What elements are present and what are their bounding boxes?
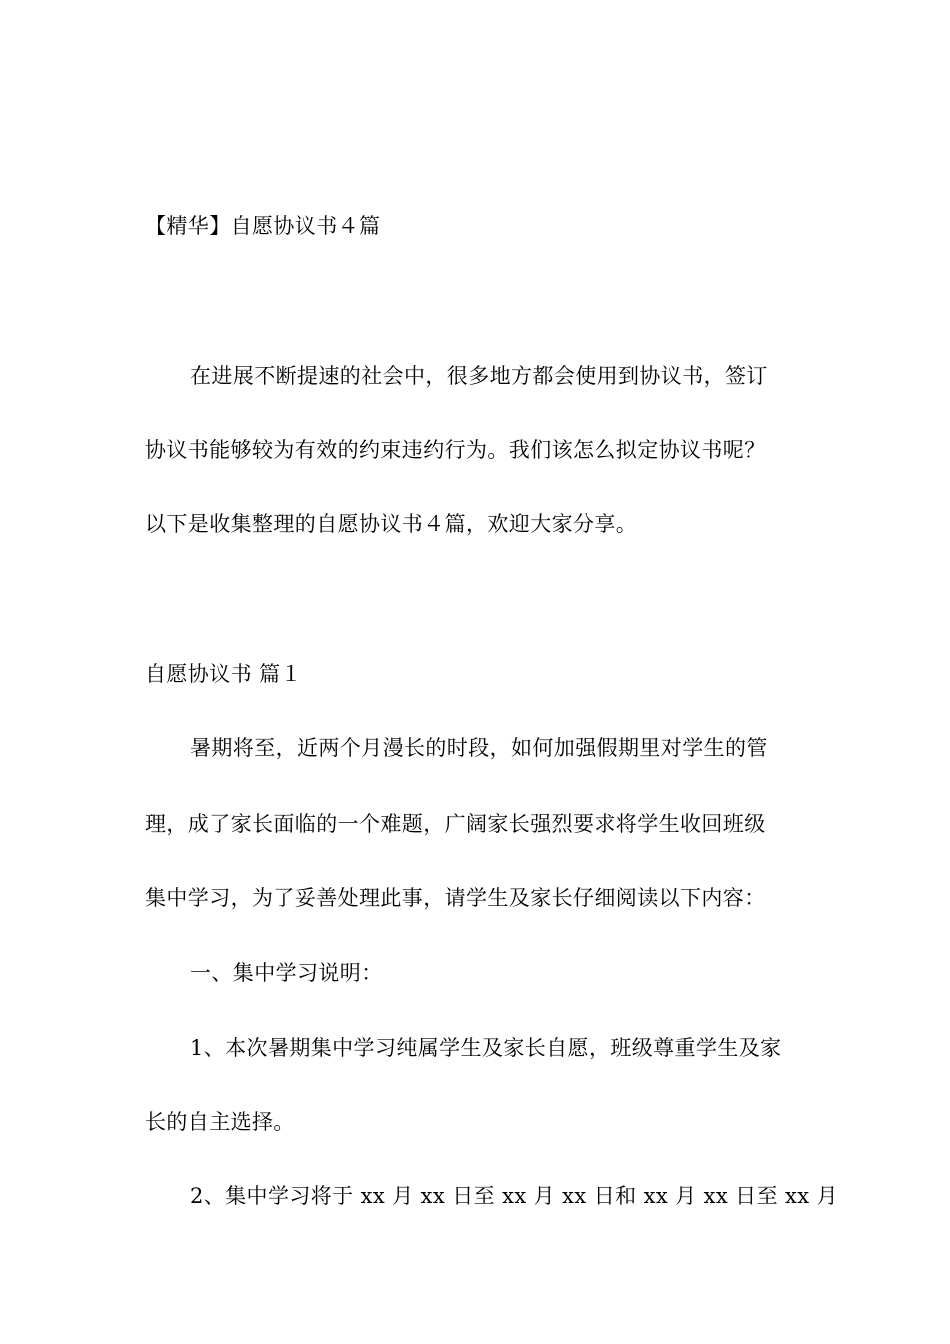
document-title: 【精华】自愿协议书４篇: [145, 214, 381, 238]
intro-line-1: 在进展不断提速的社会中，很多地方都会使用到协议书，签订: [190, 364, 768, 388]
body-line-6: 长的自主选择。: [145, 1110, 295, 1134]
body-line-3: 集中学习，为了妥善处理此事，请学生及家长仔细阅读以下内容：: [145, 886, 766, 910]
intro-line-3: 以下是收集整理的自愿协议书４篇，欢迎大家分享。: [145, 512, 638, 536]
body-line-4: 一、集中学习说明：: [190, 961, 383, 985]
body-line-1: 暑期将至，近两个月漫长的时段，如何加强假期里对学生的管: [190, 736, 768, 760]
section-heading: 自愿协议书 篇１: [145, 662, 302, 686]
body-line-2: 理，成了家长面临的一个难题，广阔家长强烈要求将学生收回班级: [145, 812, 766, 836]
intro-line-2: 协议书能够较为有效的约束违约行为。我们该怎么拟定协议书呢？: [145, 438, 766, 462]
body-line-5: 1、本次暑期集中学习纯属学生及家长自愿，班级尊重学生及家: [190, 1036, 782, 1060]
body-line-7: 2、集中学习将于 xx 月 xx 日至 xx 月 xx 日和 xx 月 xx 日至 xx 月: [190, 1184, 839, 1208]
